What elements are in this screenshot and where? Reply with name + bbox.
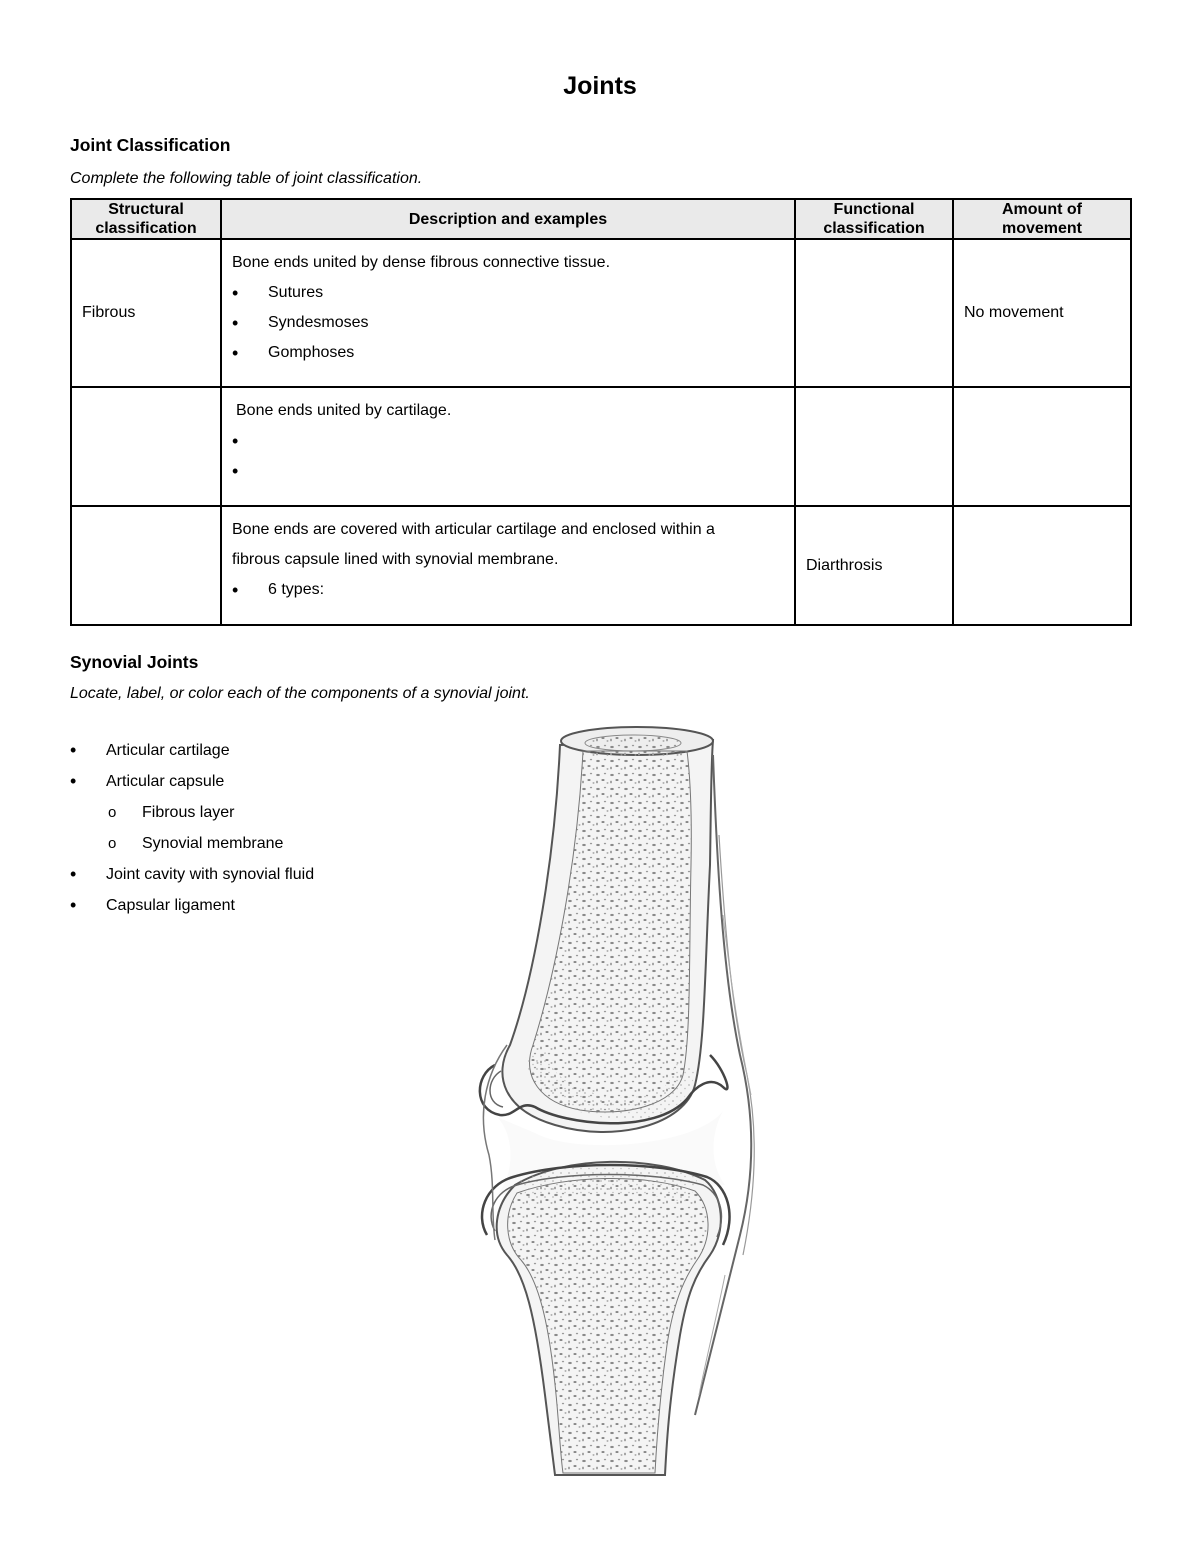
table-row (71, 387, 1131, 506)
cell-functional[interactable] (795, 387, 953, 506)
cell-movement[interactable] (953, 506, 1131, 625)
page-title: Joints (563, 72, 637, 100)
list-item: • Articular cartilage (70, 735, 314, 766)
example-bullet-blank[interactable] (232, 426, 784, 456)
section-instruction: Locate, label, or color each of the components of a synovial joint. (70, 685, 530, 702)
example-bullet: • Gomphoses (232, 338, 784, 368)
upper-bone (502, 727, 713, 1132)
list-item: • Articular capsule (70, 766, 314, 797)
table-row (71, 239, 1131, 387)
list-subitem: o Fibrous layer (70, 797, 314, 828)
cell-movement: No movement (953, 239, 1131, 387)
list-item: • Capsular ligament (70, 890, 314, 921)
joint-classification-table (70, 198, 1132, 626)
synovial-components-list (70, 735, 314, 921)
example-bullet: • Syndesmoses (232, 308, 784, 338)
cell-functional: Diarthrosis (795, 506, 953, 625)
cell-movement[interactable] (953, 387, 1131, 506)
header-functional: Functional classification (795, 199, 953, 239)
cell-structural[interactable] (71, 387, 221, 506)
cell-structural[interactable] (71, 506, 221, 625)
cell-description (221, 387, 795, 506)
table-row (71, 506, 1131, 625)
synovial-joint-figure (455, 715, 765, 1485)
header-movement: Amount of movement (953, 199, 1131, 239)
section-heading-joint-classification: Joint Classification (70, 135, 231, 155)
description-lead: Bone ends united by cartilage. (236, 402, 452, 419)
example-bullet-blank[interactable] (232, 456, 784, 486)
cell-functional[interactable] (795, 239, 953, 387)
cell-description (221, 506, 795, 625)
description-lead: Bone ends are covered with articular cartilage and enclosed within a (232, 521, 715, 538)
cell-structural: Fibrous (71, 239, 221, 387)
cell-description (221, 239, 795, 387)
description-lead-continued: fibrous capsule lined with synovial membrane. (232, 551, 559, 568)
table-header-row (71, 199, 1131, 239)
header-description: Description and examples (221, 199, 795, 239)
lower-bone (497, 1162, 721, 1475)
section-instruction: Complete the following table of joint classification. (70, 170, 423, 187)
section-heading-synovial-joints: Synovial Joints (70, 652, 199, 672)
list-item: • Joint cavity with synovial fluid (70, 859, 314, 890)
example-bullet: • 6 types: (232, 575, 784, 605)
example-bullet: • Sutures (232, 278, 784, 308)
header-structural: Structural classification (71, 199, 221, 239)
description-lead: Bone ends united by dense fibrous connective tissue. (232, 254, 611, 271)
list-subitem: o Synovial membrane (70, 828, 314, 859)
